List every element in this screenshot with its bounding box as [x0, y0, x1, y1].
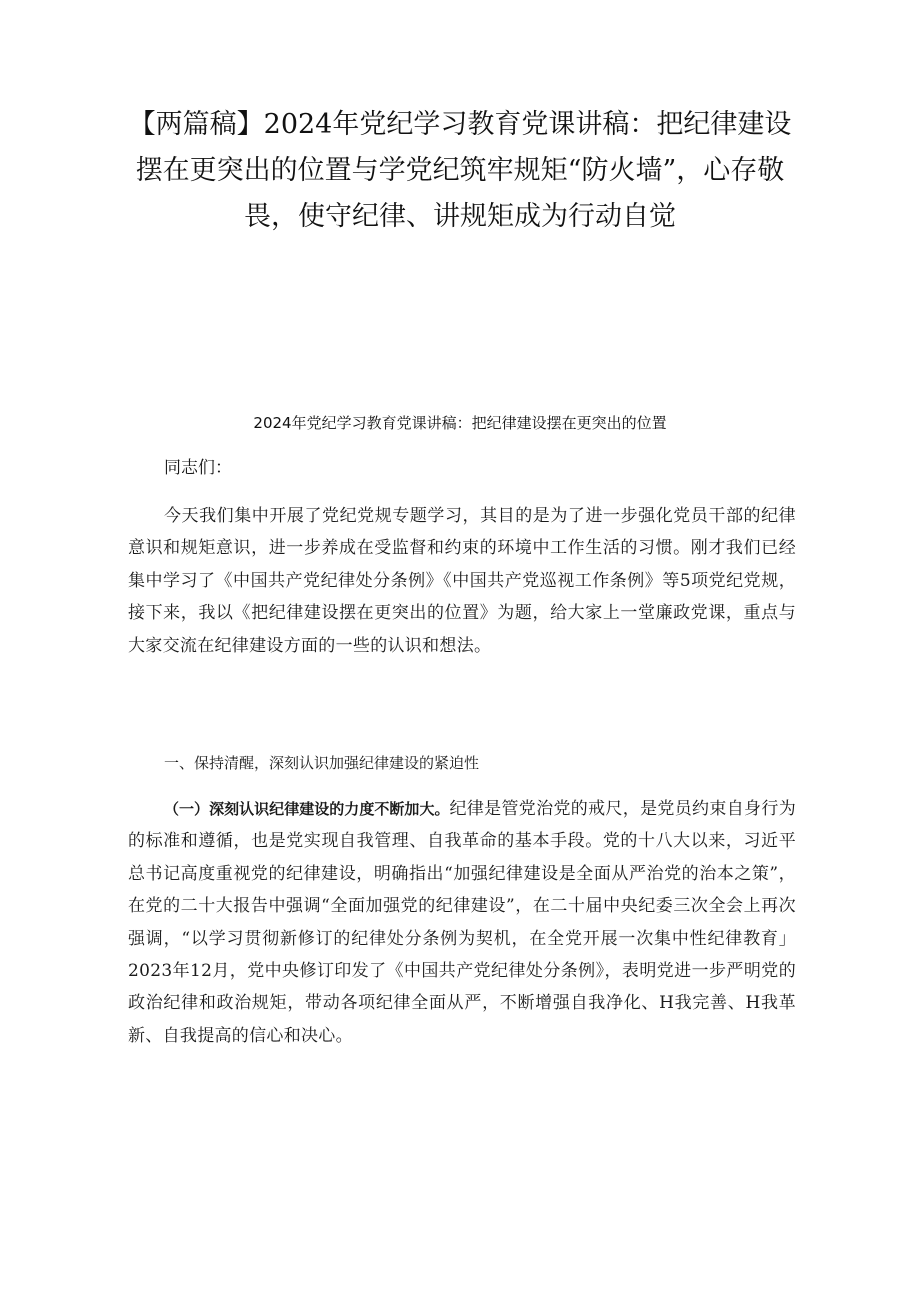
paragraph-lead: （一）深刻认识纪律建设的力度不断加大。 [164, 800, 450, 818]
section-heading: 一、保持清醒，深刻认识加强纪律建设的紧迫性 [164, 754, 480, 772]
paragraph-body: 纪律是管党治党的戒尺，是党员约束自身行为的标准和遵循，也是党实现自我管理、自我革命的基本手段。党的十八大以来，习近平总书记高度重视党的纪律建设，明确指出“加强纪律建设是全面从严治党的治本之策”，在党的二十大报告中强调“全面加强党的纪律建设”，在二十届中央纪委三次全会上再次强调，“以学习贯彻新修订的纪律处分条例为契机，在全党开展一次集中性纪律教育」2023年12月，党中央修订印发了《中国共产党纪律处分条例》，表明党进一步严明党的政治纪律和政治规矩，带动各项纪律全面从严，不断增强自我净化、H我完善、H我革新、自我提高的信心和决心。 [128, 799, 796, 1046]
paragraph-discipline [128, 793, 796, 1052]
document-title: 【两篇稿】2024年党纪学习教育党课讲稿：把纪律建设摆在更突出的位置与学党纪筑牢规矩“防火墙”，心存敬畏，使守纪律、讲规矩成为行动自觉 [128, 109, 792, 232]
paragraph-intro: 今天我们集中开展了党纪党规专题学习，其目的是为了进一步强化党员干部的纪律意识和规矩意识，进一步养成在受监督和约束的环境中工作生活的习惯。刚才我们已经集中学习了《中国共产党纪律处分条例》《中国共产党巡视工作条例》等5项党纪党规，接下来，我以《把纪律建设摆在更突出的位置》为题，给大家上一堂廉政党课，重点与大家交流在纪律建设方面的一些的认识和想法。 [128, 506, 796, 656]
document-subtitle: 2024年党纪学习教育党课讲稿：把纪律建设摆在更突出的位置 [253, 414, 667, 432]
greeting: 同志们： [164, 458, 232, 478]
